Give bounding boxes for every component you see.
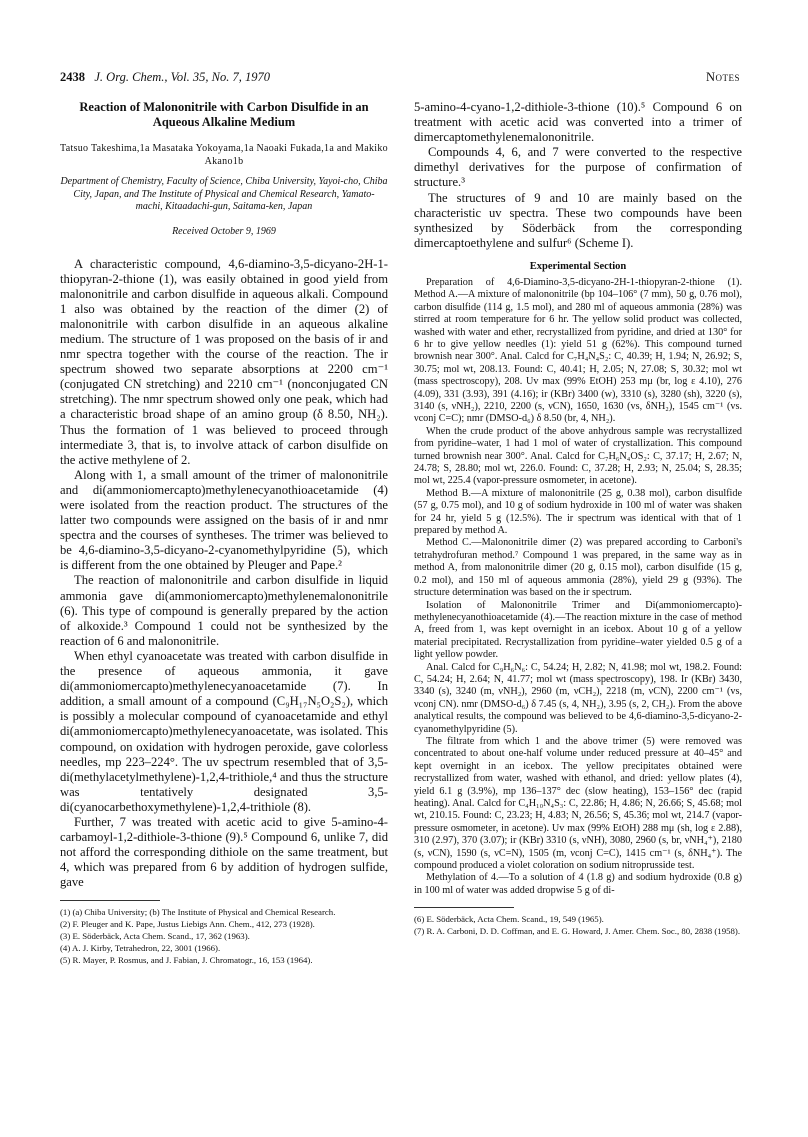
affiliation: Department of Chemistry, Faculty of Science, Chiba University, Yayoi-cho, Chiba City, Japan, and The Institute of Physical and Chemical Research, Yamato-machi, Kitaadachi-gun, Saitama-ken, Japan: [60, 176, 388, 212]
received-date: Received October 9, 1969: [172, 225, 276, 237]
paragraph: When the crude product of the above anhydrous sample was recrystallized from pyridine–water, 1 had 1 mol of water of crystallization. This compound turned brownish near 300°. Anal. Calcd for C₇H₆N₄OS₂: C, 37.17; H, 2.67; N, 24.78; S, 28.80; mol wt, 226.0. Found: C, 37.28; H, 2.93; N, 25.04; S, 28.35; mol wt, 225.4 (vapor-pressure osmometer, in acetone).: [414, 425, 742, 487]
paragraph: Preparation of 4,6-Diamino-3,5-dicyano-2H-1-thiopyran-2-thione (1). Method A.—A mixture of malononitrile (bp 104–106° (7 mm), 50 g, 0.76 mol), carbon disulfide (114 g, 1.5 mol), and 280 ml of aqueous ammonia (28%) was stirred at room temperature for 6 hr. The yellow solid product was collected, washed with water and ether, recrystallized from pyridine, and dried at 130° for 6 hr to give yellow needles (1): yield 51 g (62%). This compound turned brownish near 300°. Anal. Calcd for C₇H₄N₄S₂: C, 40.39; H, 1.94; N, 26.92; S, 30.75; mol wt, 208.13. Found: C, 40.41; H, 2.05; N, 27.08; S, 30.32; mol wt (mass spectroscopy), 208. Uv max (99% EtOH) 253 mμ (br, log ε 4.10), 276 (4.09), 331 (3.93), 391 (4.16); ir (KBr) 3400 (w), 3310 (s), 3280 (sh), 3220 (s), 3140 (s, νNH₂), 2210, 2200 (s, νCN), 1650, 1630 (vs, δNH₂), 1545 cm⁻¹ (vs. νconj C=C); nmr (DMSO-d₆) δ 8.50 (br, 4, NH₂).: [414, 276, 742, 425]
intro-text: [60, 257, 388, 891]
footnote: (1) (a) Chiba University; (b) The Institute of Physical and Chemical Research.: [60, 907, 336, 918]
paragraph: Method B.—A mixture of malononitrile (25 g, 0.38 mol), carbon disulfide (57 g, 0.75 mol), and 10 g of sodium hydroxide in 100 ml of water was shaken for 24 hr, yield 5 g (12.5%). The ir spectrum was identical with that of 1 prepared by method A.: [414, 487, 742, 537]
footnote: (3) E. Söderbäck, Acta Chem. Scand., 17, 362 (1963).: [60, 931, 250, 942]
footnote-divider: [414, 907, 514, 908]
footnote: (5) R. Mayer, P. Rosmus, and J. Fabian, J. Chromatogr., 16, 153 (1964).: [60, 955, 313, 966]
footnote: (2) F. Pleuger and K. Pape, Justus Liebigs Ann. Chem., 412, 273 (1928).: [60, 919, 315, 930]
paragraph: Methylation of 4.—To a solution of 4 (1.8 g) and sodium hydroxide (0.8 g) in 100 ml of water was added dropwise 5 g of di-: [414, 872, 742, 896]
right-column: [414, 100, 742, 938]
section-heading: Experimental Section: [529, 260, 627, 272]
paragraph: A characteristic compound, 4,6-diamino-3,5-dicyano-2H-1-thiopyran-2-thione (1), was easily obtained in good yield from malononitrile and carbon disulfide in aqueous alkali. Compound 1 also was obtained by the reaction of the dimer (2) of malononitrile with carbon disulfide in an aqueous alkaline medium. The structure of 1 was proposed on the basis of ir and nmr spectra together with the course of the reaction. The ir spectrum showed two separate absorptions at 2200 cm⁻¹ (conjugated CN stretching) and 2210 cm⁻¹ (nonconjugated CN stretching). The nmr spectrum showed only one peak, which had a characteristic broad shape of an amino group (δ 8.50, NH₂). Thus the formation of 1 was believed to proceed through intermediate 3, that is, to involve attack of carbon disulfide on the active methylene of 2.: [60, 256, 388, 467]
experimental-text: [414, 277, 742, 897]
running-header: [60, 70, 740, 90]
paragraph: Method C.—Malononitrile dimer (2) was prepared according to Carboni's tetrahydrofuran method.⁷ Compound 1 was prepared, in the same way as in method A, from malononitrile dimer (20 g, 0.15 mol), carbon disulfide (15 g, 0.2 mol), and 150 ml of aqueous ammonia (28%), yield 29 g (93%). The structure determination was based on the ir spectrum.: [414, 537, 742, 599]
paragraph: Anal. Calcd for C₉H₆N₆: C, 54.24; H, 2.82; N, 41.98; mol wt, 198.2. Found: C, 54.24; H, 2.64; N, 41.77; mol wt (mass spectroscopy), 198. Ir (KBr) 3430, 3340 (s), 3240 (m, νNH₂), 2960 (m, νCH₂), 2218 (m, νCN), 2200 cm⁻¹ (vs, νconj CN). nmr (DMSO-d₆) δ 7.45 (s, 4, NH₂), 3.95 (s, 2, CH₂). From the above analytical results, the compound was believed to be 4,6-diamino-3,5-dicyano-2-cyanomethylpyridine (5).: [414, 661, 742, 735]
paragraph: Isolation of Malononitrile Trimer and Di(ammoniomercapto)-methylenecyanothioacetamide (4).—The reaction mixture in the case of method A, freed from 1, was kept overnight in an icebox. About 10 g of a yellow material precipitated. Recrystallization from pyridine–water yielded 0.5 g of a light yellow powder.: [414, 599, 742, 661]
paragraph: The structures of 9 and 10 are mainly based on the characteristic uv spectra. These two compounds have been synthesized by Söderbäck from the corresponding dimercaptoethylene and sulfur⁶ (Scheme I).: [414, 190, 742, 250]
paragraph: The filtrate from which 1 and the above trimer (5) were removed was concentrated to about one-half volume under reduced pressure at 40–45° and kept overnight in an icebox. The yellow precipitates obtained were recrystallized from water, washed with ethanol, and dried: yellow plates (4), yield 6.1 g (3.9%), mp 136–137° dec (slow heating), 153–156° dec (rapid heating). Anal. Calcd for C₄H₁₀N₄S₃: C, 22.86; H, 4.86; N, 26.66; S, 45.68; mol wt, 210.15. Found: C, 23.23; H, 4.83; N, 26.56; S, 45.36; mol wt, 214.7 (vapor-pressure osmometer, in acetone). Uv max (99% EtOH) 288 mμ (sh, log ε 2.88), 310 (2.97), 370 (3.07); ir (KBr) 3310 (s, νNH), 3080, 2960 (s, br, νNH₄⁺), 2180 (s, νCN), 1590 (s, νC=N), 1505 (m, νconj C=C), 1415 cm⁻¹ (s, δNH₄⁺). The compound produced a violet coloration on sodium nitroprusside test.: [414, 735, 742, 872]
article-title: Reaction of Malononitrile with Carbon Disulfide in an Aqueous Alkaline Medium: [79, 100, 369, 129]
paragraph: Further, 7 was treated with acetic acid to give 5-amino-4-carbamoyl-1,2-dithiole-3-thione (9).⁵ Compound 6, unlike 7, did not afford the corresponding dithiole on the same treatment, but 4, which was prepared from 6 by addition of hydrogen sulfide, gave: [60, 814, 388, 890]
footnotes: [60, 907, 388, 966]
paragraph: Along with 1, a small amount of the trimer of malononitrile and di(ammoniomercapto)methylenecyanothioacetamide (4) were isolated from the reaction product. The structures of the latter two compounds were assigned on the basis of ir and nmr spectra and the courses of syntheses. The trimer was believed to be 4,6-diamino-3,5-dicyano-2-cyanomethylpyridine (5), which is different from the one obtained by Pleuger and Pape.²: [60, 467, 388, 573]
author-list: Tatsuo Takeshima,1a Masataka Yokoyama,1a Naoaki Fukada,1a and Makiko Akano1b: [60, 143, 388, 167]
page-number: 2438: [60, 70, 85, 84]
footnote: (4) A. J. Kirby, Tetrahedron, 22, 3001 (1966).: [60, 943, 221, 954]
continued-text: [414, 100, 742, 251]
paragraph: The reaction of malononitrile and carbon disulfide in liquid ammonia gave di(ammoniomercapto)methylenemalononitrile (6). This type of compound is generally prepared by the action of alkoxide.³ Compound 1 could not be synthesized by the reaction of 6 and malononitrile.: [60, 573, 388, 648]
left-column: [60, 100, 388, 967]
footnotes: [414, 914, 742, 937]
journal-citation: J. Org. Chem., Vol. 35, No. 7, 1970: [94, 70, 270, 84]
paragraph: When ethyl cyanoacetate was treated with carbon disulfide in the presence of aqueous ammonia, it gave di(ammoniomercapto)methylenecyanoacetamide (7). In addition, a small amount of a compound (C₉H₁₇N₅O₂S₂), which is possibly a molecular compound of cyanoacetamide and ethyl di(ammoniomercapto)methylenecyanoacetate, was isolated. This compound, on oxidation with hydrogen peroxide, gave colorless needles, mp 223–224°. The uv spectrum resembled that of 3,5-di(methylacetylmethylene)-1,2,4-trithiole,⁴ and thus the structure was tentatively designated 3,5-di(cyanocarbethoxymethylene)-1,2,4-trithiole (8).: [60, 648, 388, 814]
section-label: Notes: [705, 70, 740, 84]
footnote-divider: [60, 900, 160, 901]
footnote: (7) R. A. Carboni, D. D. Coffman, and E. G. Howard, J. Amer. Chem. Soc., 80, 2838 (1958).: [414, 926, 741, 937]
footnote: (6) E. Söderbäck, Acta Chem. Scand., 19, 549 (1965).: [414, 914, 604, 925]
paragraph: Compounds 4, 6, and 7 were converted to the respective dimethyl derivatives for the purpose of confirmation of structure.³: [414, 145, 742, 190]
paragraph: 5-amino-4-cyano-1,2-dithiole-3-thione (10).⁵ Compound 6 on treatment with acetic acid was converted into a trimer of dimercaptomethylenemalononitrile.: [414, 100, 742, 145]
